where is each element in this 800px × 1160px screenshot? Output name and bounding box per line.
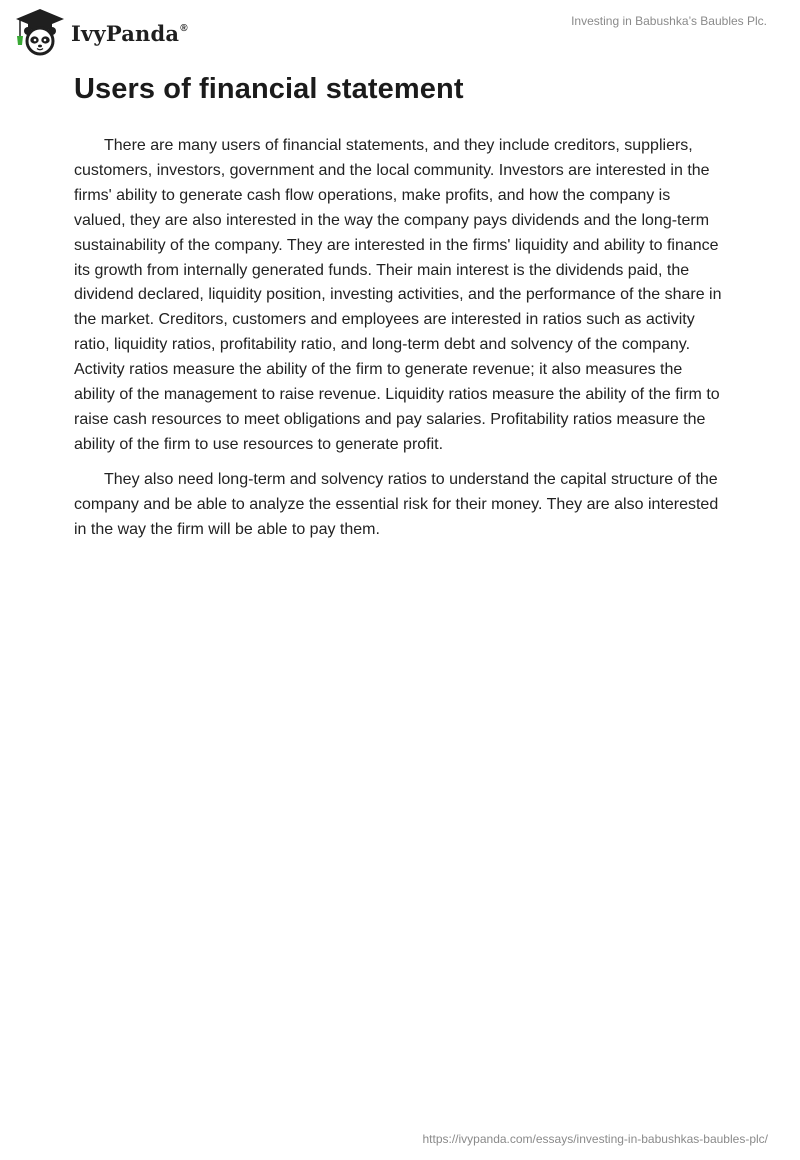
essay-body [74, 134, 724, 553]
brand-name: IvyPanda® [71, 20, 188, 46]
document-title: Investing in Babushka’s Baubles Plc. [571, 14, 767, 28]
section-heading: Users of financial statement [74, 73, 464, 105]
source-url-link[interactable]: https://ivypanda.com/essays/investing-in-babushkas-baubles-plc/ [422, 1132, 768, 1146]
paragraph-2: They also need long-term and solvency ratios to understand the capital structure of the company and be able to analyze the essential risk for their money. They are also interested in the way the firm will be able to pay them. [74, 470, 719, 538]
registered-mark: ® [180, 22, 188, 34]
ivypanda-logo[interactable] [14, 7, 188, 57]
paragraph-1: There are many users of financial statements, and they include creditors, suppliers, customers, investors, government and the local community. Investors are interested in the firms' ability to generate cash flow operations, make profits, and how the company is valued, they are also interested in the way the company pays dividends and the long-term sustainability of the company. They are interested in the firms' liquidity and ability to finance its growth from internally generated funds. Their main interest is the dividends paid, the dividend declared, liquidity position, investing activities, and the performance of the share in the market. Creditors, customers and employees are interested in ratios such as activity ratio, liquidity ratios, profitability ratio, and long-term debt and solvency of the company. Activity ratios measure the ability of the firm to generate revenue; it also measures the ability of the management to raise revenue. Liquidity ratios measure the ability of the firm to raise cash resources to meet obligations and pay salaries. Profitability ratios measure the ability of the firm to use resources to generate profit. [74, 137, 722, 453]
panda-graduate-icon [14, 7, 66, 57]
